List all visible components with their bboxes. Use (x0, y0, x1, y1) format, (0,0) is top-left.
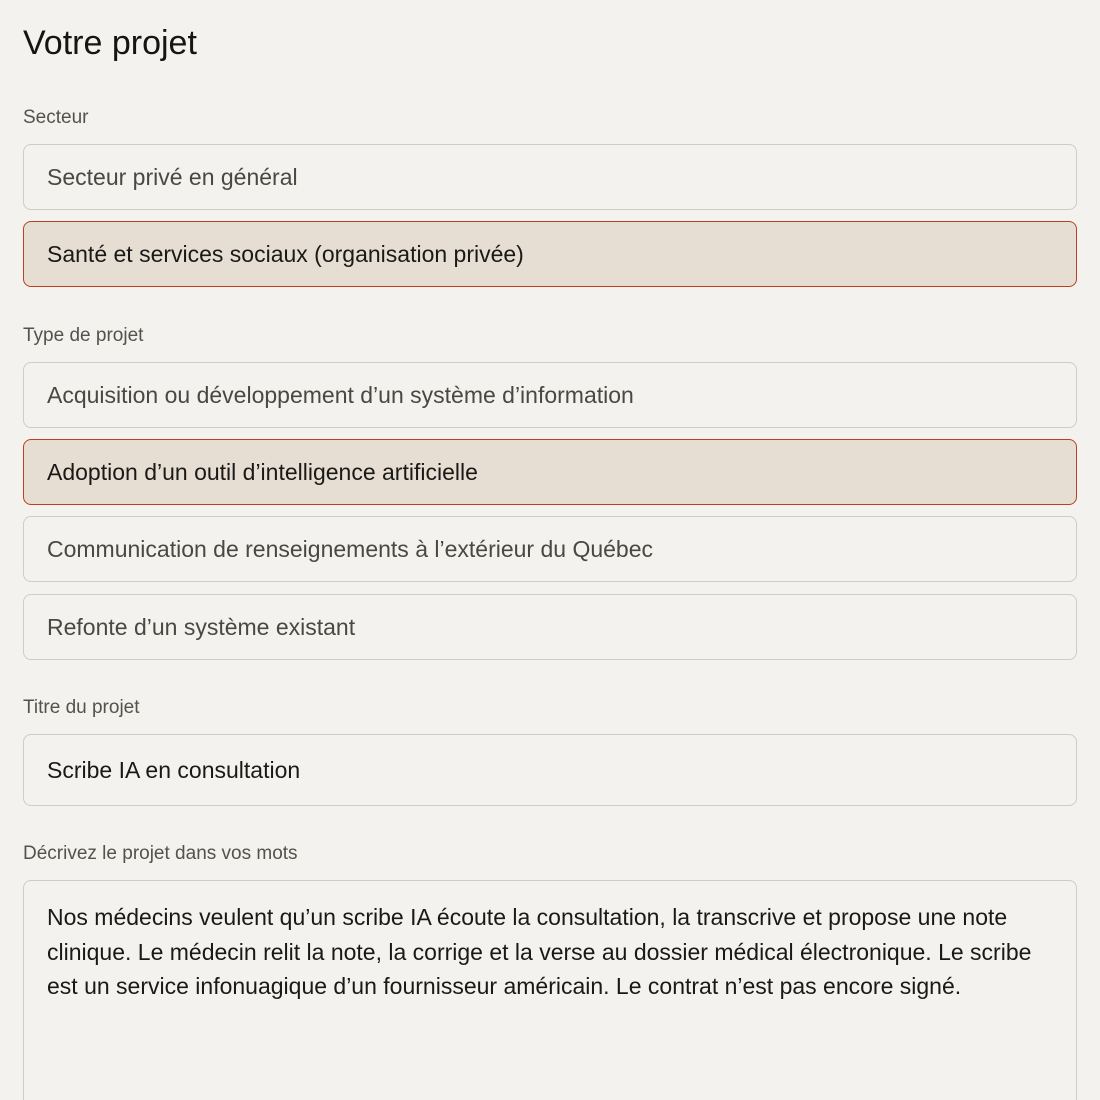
titre-projet-value: Scribe IA en consultation (47, 756, 301, 783)
option-label: Refonte d’un système existant (47, 613, 356, 640)
option-sante-services-sociaux[interactable] (23, 221, 1077, 287)
option-label: Communication de renseignements à l’extérieur du Québec (47, 535, 653, 562)
option-label: Acquisition ou développement d’un système d’information (47, 381, 634, 408)
option-secteur-prive[interactable] (23, 144, 1077, 210)
option-acquisition-systeme[interactable] (23, 362, 1077, 428)
description-textarea[interactable] (23, 880, 1077, 1100)
page-title: Votre projet (23, 24, 197, 62)
option-refonte-systeme[interactable] (23, 594, 1077, 660)
option-adoption-ia[interactable] (23, 439, 1077, 505)
titre-projet-input[interactable] (23, 734, 1077, 806)
option-label: Secteur privé en général (47, 163, 298, 190)
option-label: Adoption d’un outil d’intelligence artificielle (47, 458, 478, 485)
description-label: Décrivez le projet dans vos mots (23, 843, 298, 864)
type-projet-label: Type de projet (23, 325, 144, 346)
description-value: Nos médecins veulent qu’un scribe IA écoute la consultation, la transcrive et propose une note clinique. Le médecin relit la note, la corrige et la verse au dossier médical électronique. Le scribe est un service infonuagique d’un fournisseur américain. Le contrat n’est pas encore signé. (47, 904, 1032, 999)
option-communication-exterieur[interactable] (23, 516, 1077, 582)
option-label: Santé et services sociaux (organisation privée) (47, 240, 524, 267)
titre-projet-label: Titre du projet (23, 697, 140, 718)
secteur-label: Secteur (23, 107, 89, 128)
